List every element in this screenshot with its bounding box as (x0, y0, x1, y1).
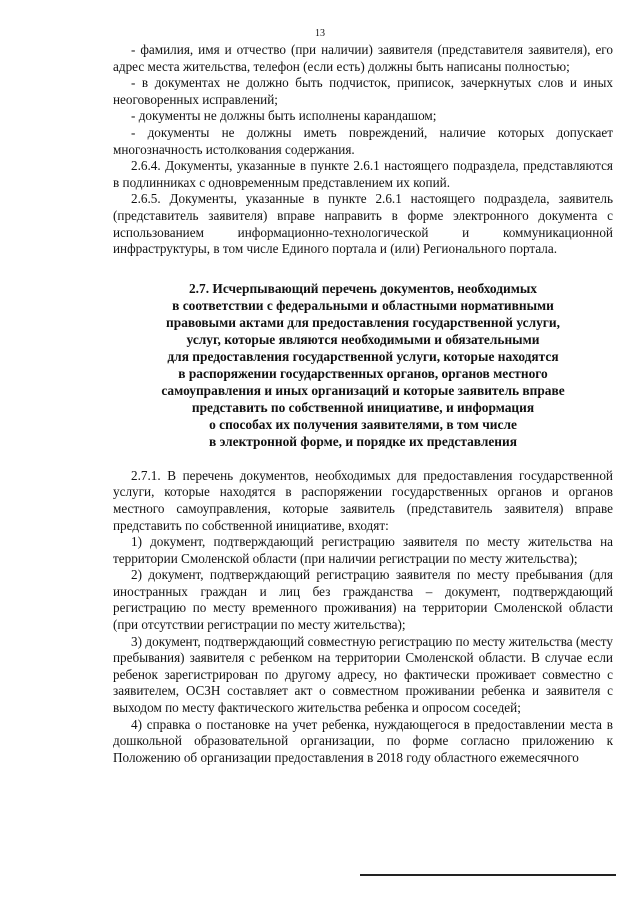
paragraph: 2.6.4. Документы, указанные в пункте 2.6.1 настоящего подраздела, представляются в подлинниках с одновременным представлением их копий. (113, 158, 613, 190)
section-heading (113, 280, 613, 450)
paragraph: 2) документ, подтверждающий регистрацию заявителя по месту пребывания (для иностранных граждан и лиц без гражданства – документ, подтверждающий регистрацию по месту временного проживания) на территории Смоленской области (при отсутствии регистрации по месту жительства); (113, 567, 613, 633)
section-heading-line: самоуправления и иных организаций и которые заявитель вправе (161, 382, 565, 398)
paragraph: 2.7.1. В перечень документов, необходимых для предоставления государственной услуги, которые находятся в распоряжении государственных органов и органов местного самоуправления, которые заявитель (представитель заявителя) вправе представить по собственной инициативе, входят: (113, 467, 613, 533)
paragraph: 3) документ, подтверждающий совместную регистрацию по месту жительства (месту пребывания) заявителя с ребенком на территории Смоленской области. В случае если ребенок зарегистрирован по другому адресу, но фактически проживает совместно с заявителем, ОСЗН составляет акт о совместном проживании ребенка и заявителя с выходом по месту фактического жительства ребенка и опросом соседей; (113, 633, 613, 716)
section-heading-line: о способах их получения заявителями, в том числе (209, 416, 517, 432)
section-heading-line: в соответствии с федеральными и областными нормативными (172, 297, 554, 313)
section-heading-line: в электронной форме, и порядке их представления (209, 433, 517, 449)
section-heading-line: услуг, которые являются необходимыми и обязательными (186, 331, 540, 347)
section-heading-line: представить по собственной инициативе, и информация (191, 399, 535, 415)
document-body (113, 42, 613, 766)
section-heading-line: правовыми актами для предоставления государственной услуги, (166, 314, 560, 330)
paragraph: 4) справка о постановке на учет ребенка, нуждающегося в предоставлении места в дошкольной образовательной организации, по форме согласно приложению к Положению об организации предоставления в 2018 году областного ежемесячного (113, 716, 613, 765)
paragraph: - документы не должны быть исполнены карандашом; (131, 108, 437, 124)
paragraph: - документы не должны иметь повреждений, наличие которых допускает многозначность истолкования содержания. (113, 124, 613, 157)
paragraph: 2.6.5. Документы, указанные в пункте 2.6.1 настоящего подраздела, заявитель (представитель заявителя) вправе направить в форме электронного документа с использованием информационно-технологической и коммуникационной инфраструктуры, в том числе Единого портала и (или) Регионального портала. (113, 191, 613, 257)
paragraph: - фамилия, имя и отчество (при наличии) заявителя (представителя заявителя), его адрес места жительства, телефон (если есть) должны быть написаны полностью; (113, 42, 613, 74)
paragraph: 1) документ, подтверждающий регистрацию заявителя по месту жительства на территории Смоленской области (при наличии регистрации по месту жительства); (113, 534, 613, 566)
page-number: 13 (315, 28, 325, 39)
paragraph: - в документах не должно быть подчисток, приписок, зачеркнутых слов и иных неоговоренных исправлений; (113, 75, 613, 107)
section-heading-line: для предоставления государственной услуги, которые находятся (167, 348, 559, 364)
footer-rule (360, 874, 616, 876)
section-heading-line: 2.7. Исчерпывающий перечень документов, необходимых (188, 280, 537, 296)
section-heading-line: в распоряжении государственных органов, органов местного (178, 365, 548, 381)
